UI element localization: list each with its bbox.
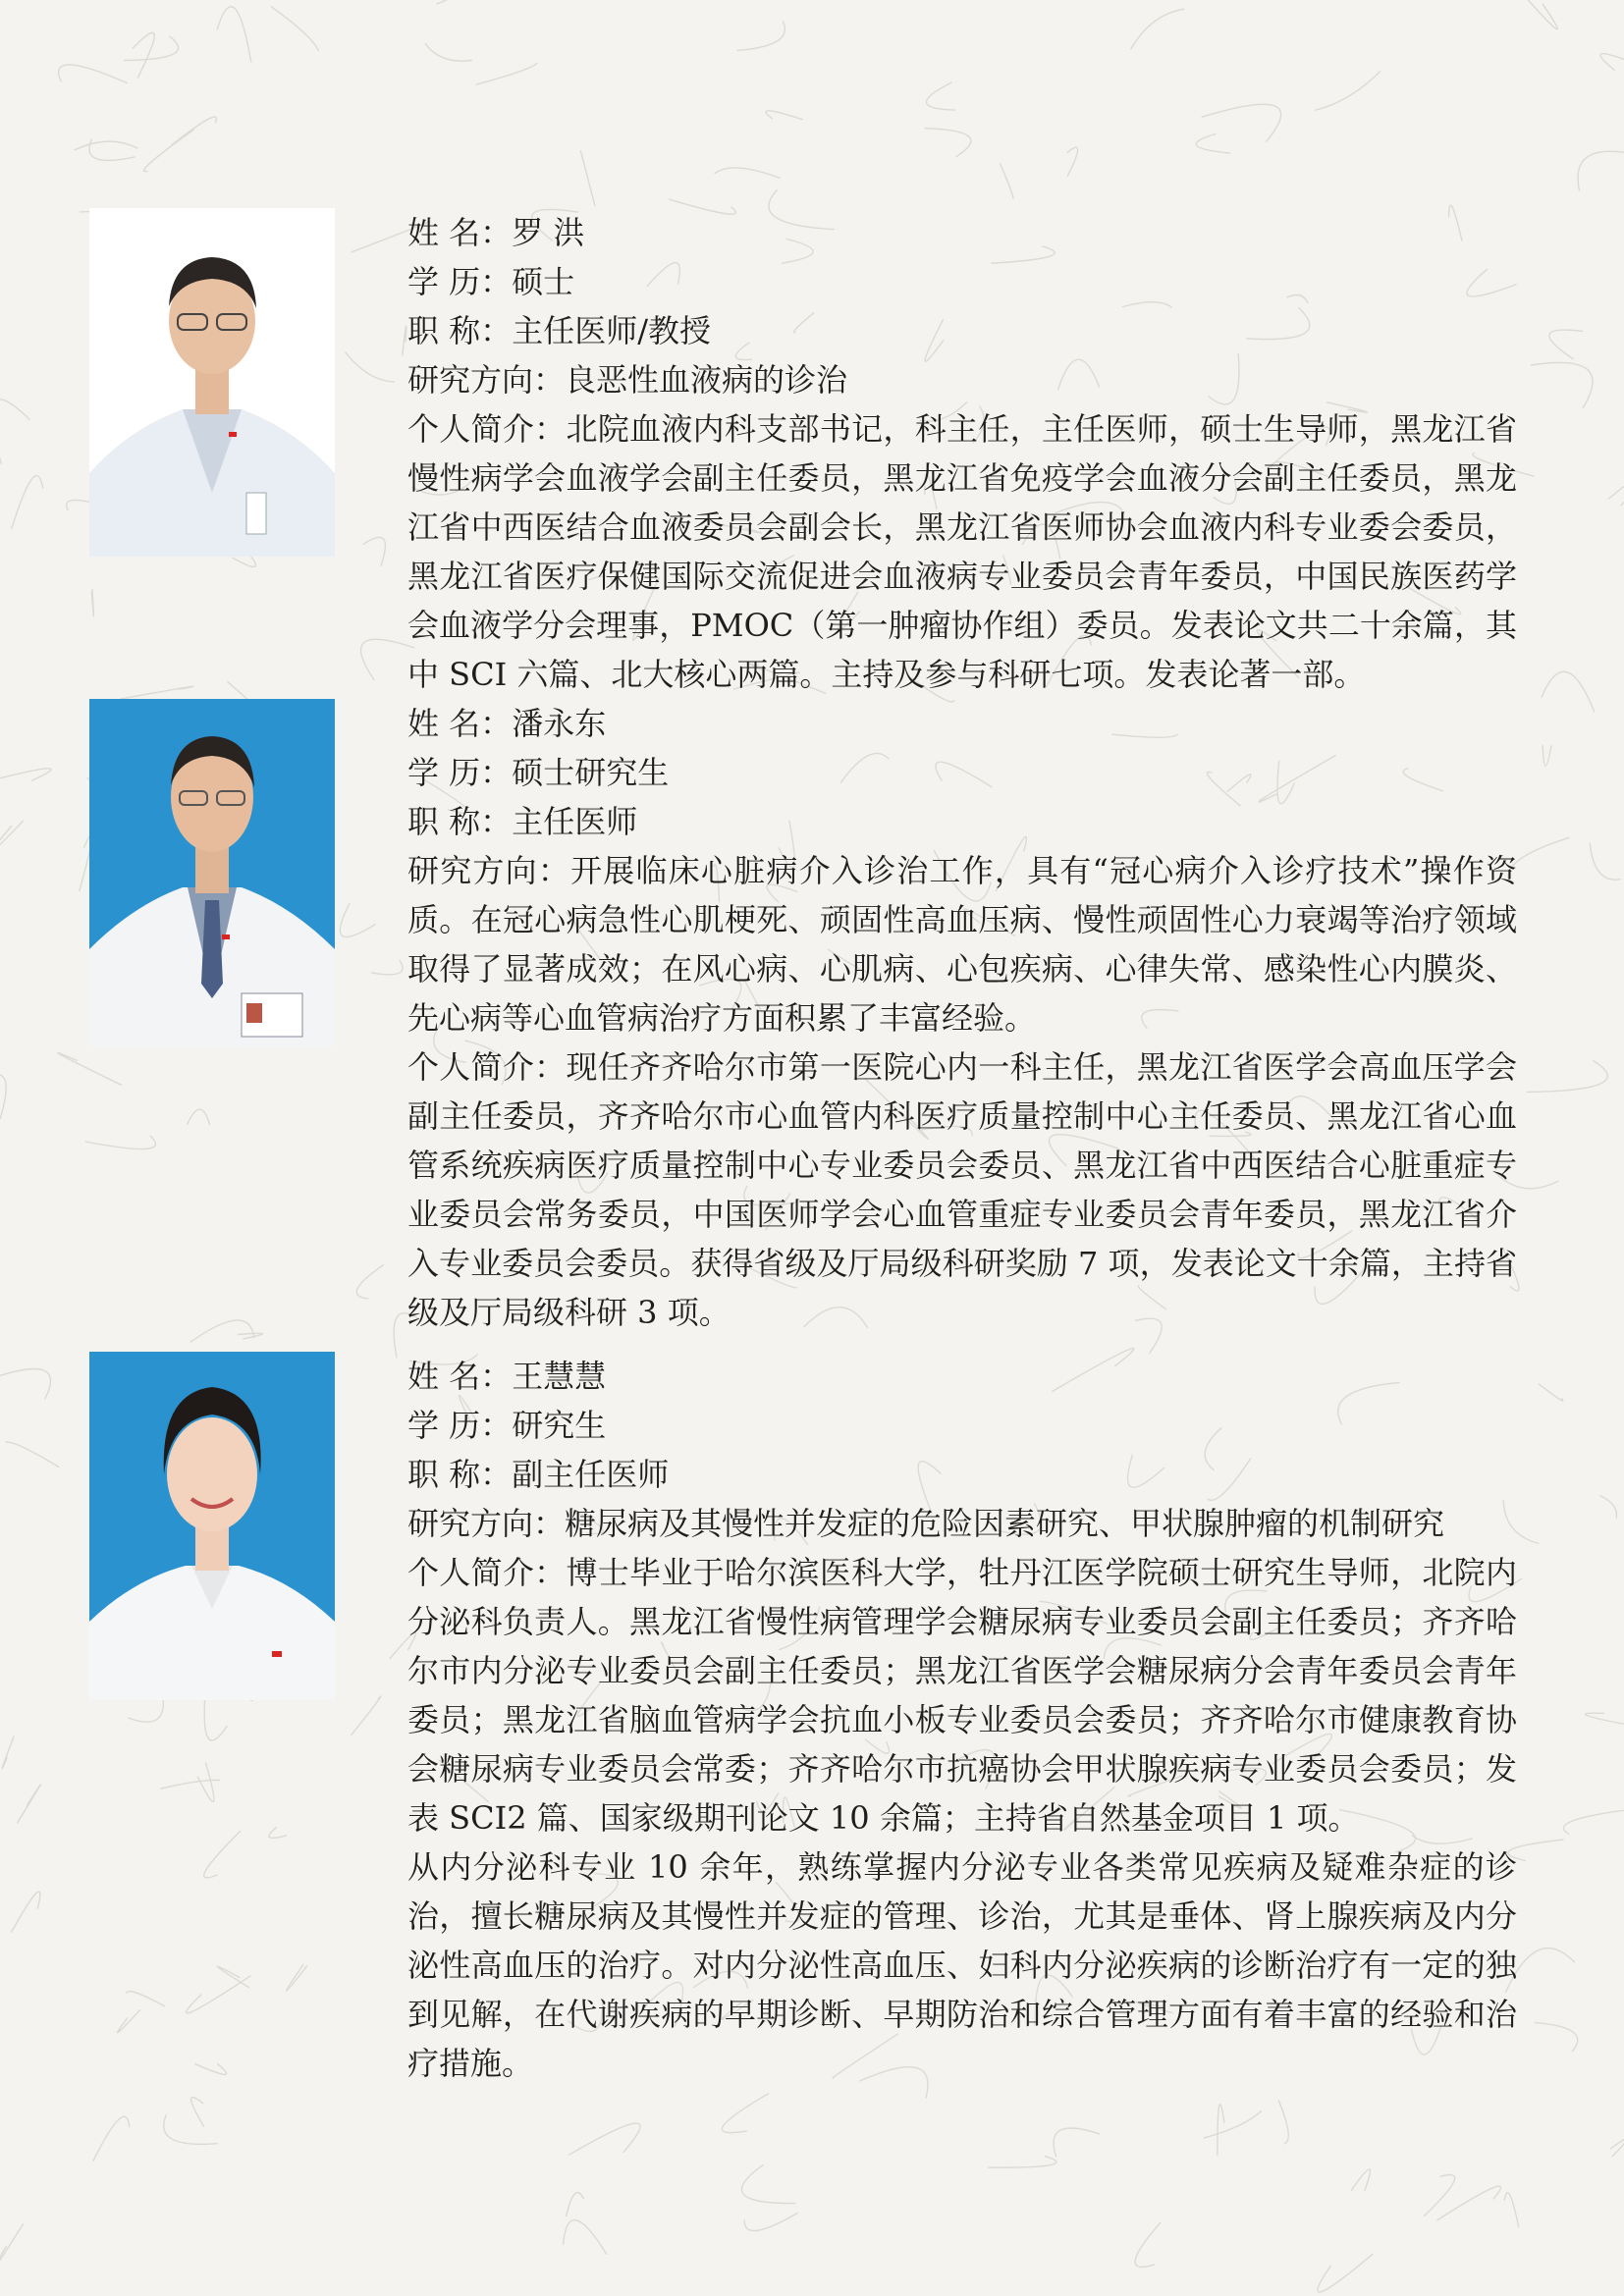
name-label: 姓 名：	[407, 214, 513, 251]
bio-paragraph	[407, 1548, 1517, 1842]
bio-text: 北院血液内科支部书记，科主任，主任医师，硕士生导师，黑龙江省慢性病学会血液学会副主任委员，黑龙江省免疫学会血液分会副主任委员，黑龙江省中西医结合血液委员会副会长，黑龙江省医师协会血液内科专业委会委员，黑龙江省医疗保健国际交流促进会血液病专业委员会青年委员，中国民族医药学会血液学分会理事，PMOC（第一肿瘤协作组）委员。发表论文共二十余篇，其中 SCI 六篇、北大核心两篇。主持及参与科研七项。发表论著一部。	[407, 410, 1517, 693]
bio-paragraph	[407, 1042, 1517, 1337]
name-label: 姓 名：	[407, 1358, 513, 1395]
bio-label: 个人简介：	[407, 410, 567, 448]
research-paragraph	[407, 846, 1517, 1042]
title-line	[407, 1450, 1517, 1499]
research-label: 研究方向：	[407, 361, 566, 399]
education-label: 学 历：	[407, 263, 513, 300]
education-label: 学 历：	[407, 1407, 513, 1444]
bio-label: 个人简介：	[407, 1048, 567, 1086]
bio-text: 博士毕业于哈尔滨医科大学，牡丹江医学院硕士研究生导师，北院内分泌科负责人。黑龙江省慢性病管理学会糖尿病专业委员会副主任委员；齐齐哈尔市内分泌专业委员会副主任委员；黑龙江省医学会糖尿病分会青年委员会青年委员；黑龙江省脑血管病学会抗血小板专业委员会委员；齐齐哈尔市健康教育协会糖尿病专业委员会常委；齐齐哈尔市抗癌协会甲状腺疾病专业委员会委员；发表 SCI2 篇、国家级期刊论文 10 余篇；主持省自然基金项目 1 项。	[407, 1554, 1517, 1837]
research-line	[407, 355, 1517, 404]
bio-text: 现任齐齐哈尔市第一医院心内一科主任，黑龙江省医学会高血压学会副主任委员，齐齐哈尔市心血管内科医疗质量控制中心主任委员、黑龙江省心血管系统疾病医疗质量控制中心专业委员会委员、黑龙江省中西医结合心脏重症专业委员会常务委员，中国医师学会心血管重症专业委员会青年委员，黑龙江省介入专业委员会委员。获得省级及厅局级科研奖励 7 项，发表论文十余篇，主持省级及厅局级科研 3 项。	[407, 1048, 1517, 1331]
doctor-portrait-image	[89, 1352, 335, 1700]
title-label: 职 称：	[407, 312, 513, 349]
name-label: 姓 名：	[407, 705, 513, 742]
doctor-name: 罗 洪	[512, 214, 585, 251]
title-line	[407, 306, 1517, 355]
title-value: 副主任医师	[512, 1456, 670, 1493]
education-line	[407, 748, 1517, 797]
doctor-photo	[89, 208, 335, 557]
research-value: 糖尿病及其慢性并发症的危险因素研究、甲状腺肿瘤的机制研究	[565, 1505, 1445, 1542]
research-line	[407, 1499, 1517, 1548]
bio-label: 个人简介：	[407, 1554, 567, 1591]
doctor-portrait-image	[89, 699, 335, 1047]
name-line	[407, 699, 1517, 748]
doctor-portrait-image	[89, 208, 335, 557]
education-line	[407, 1401, 1517, 1450]
research-label: 研究方向：	[407, 852, 571, 889]
education-line	[407, 257, 1517, 306]
title-label: 职 称：	[407, 1456, 513, 1493]
bio-paragraph	[407, 404, 1517, 699]
research-label: 研究方向：	[407, 1505, 566, 1542]
doctor-photo	[89, 699, 335, 1047]
doctor-name: 王慧慧	[512, 1358, 607, 1395]
research-value: 良恶性血液病的诊治	[565, 361, 848, 399]
title-value: 主任医师/教授	[512, 312, 711, 349]
title-value: 主任医师	[512, 803, 638, 840]
bio-extra-paragraph: 从内分泌科专业 10 余年，熟练掌握内分泌专业各类常见疾病及疑难杂症的诊治，擅长糖尿病及其慢性并发症的管理、诊治，尤其是垂体、肾上腺疾病及内分泌性高血压的治疗。对内分泌性高血压、妇科内分泌疾病的诊断治疗有一定的独到见解，在代谢疾病的早期诊断、早期防治和综合管理方面有着丰富的经验和治疗措施。	[407, 1848, 1517, 2082]
education-value: 研究生	[512, 1407, 607, 1444]
doctor-photo	[89, 1352, 335, 1700]
title-label: 职 称：	[407, 803, 513, 840]
education-value: 硕士研究生	[512, 754, 670, 791]
education-value: 硕士	[512, 263, 575, 300]
doctor-name: 潘永东	[512, 705, 607, 742]
title-line	[407, 797, 1517, 846]
education-label: 学 历：	[407, 754, 513, 791]
name-line	[407, 208, 1517, 257]
research-value: 开展临床心脏病介入诊治工作，具有“冠心病介入诊疗技术”操作资质。在冠心病急性心肌梗死、顽固性高血压病、慢性顽固性心力衰竭等治疗领域取得了显著成效；在风心病、心肌病、心包疾病、心律失常、感染性心内膜炎、先心病等心血管病治疗方面积累了丰富经验。	[407, 852, 1517, 1037]
name-line	[407, 1352, 1517, 1401]
